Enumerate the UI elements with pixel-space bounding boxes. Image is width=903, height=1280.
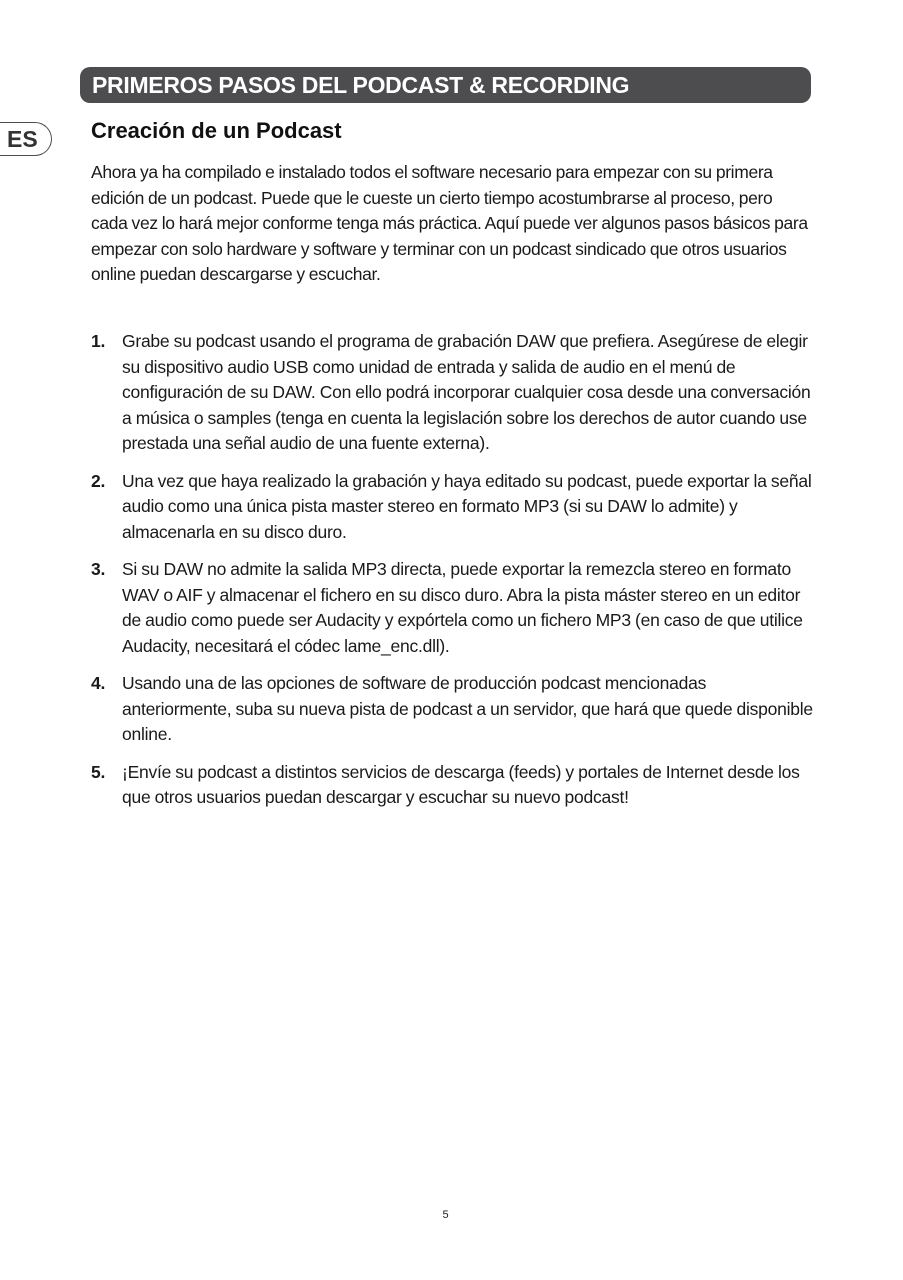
section-header-bar — [80, 67, 811, 103]
section-title: Creación de un Podcast — [91, 118, 342, 143]
step-item — [91, 557, 819, 659]
step-item — [91, 760, 819, 811]
language-tab — [0, 122, 52, 156]
step-text: Una vez que haya realizado la grabación y haya editado su podcast, puede exportar la señal audio como una única pista master stereo en formato MP3 (si su DAW lo admite) y almacenarla en su disco duro. — [122, 470, 812, 542]
step-number: 2. — [91, 470, 106, 491]
step-text: Si su DAW no admite la salida MP3 directa, puede exportar la remezcla stereo en formato WAV o AIF y almacenar el fichero en su disco duro. Abra la pista máster stereo en un editor de audio como puede ser Audacity y expórtela como un fichero MP3 (en caso de que utilice Audacity, necesitará el códec lame_enc.dll). — [122, 559, 803, 656]
language-tab-label: ES — [7, 125, 38, 152]
intro-paragraph: Ahora ya ha compilado e instalado todos el software necesario para empezar con su primera edición de un podcast. Puede que le cueste un cierto tiempo acostumbrarse al proceso, pero cada vez lo hará mejor conforme tenga más práctica. Aquí puede ver algunos pasos básicos para empezar con solo hardware y software y terminar con un podcast sindicado que otros usuarios online puedan descargarse y escuchar. — [91, 162, 808, 284]
step-item — [91, 671, 819, 748]
step-item — [91, 469, 819, 546]
header-title: PRIMEROS PASOS DEL PODCAST & RECORDING — [92, 71, 630, 98]
step-number: 4. — [91, 673, 106, 693]
steps-list — [91, 329, 819, 823]
step-number: 3. — [91, 559, 106, 579]
step-number: 5. — [91, 761, 106, 782]
step-number: 1. — [91, 331, 106, 351]
step-text: Grabe su podcast usando el programa de grabación DAW que prefiera. Asegúrese de elegir su dispositivo audio USB como unidad de entrada y salida de audio en el menú de configuración de su DAW. Con ello podrá incorporar cualquier cosa desde una conversación a música o samples (tenga en cuenta la legislación sobre los derechos de autor cuando use prestada una señal audio de una fuente externa). — [122, 331, 811, 453]
step-item — [91, 329, 819, 457]
page-number: 5 — [442, 1209, 449, 1221]
step-text: Usando una de las opciones de software de producción podcast mencionadas anteriormente, suba su nueva pista de podcast a un servidor, que hará que quede disponible online. — [122, 673, 813, 744]
step-text: ¡Envíe su podcast a distintos servicios de descarga (feeds) y portales de Internet desde los que otros usuarios puedan descargar y escuchar su nuevo podcast! — [122, 761, 800, 807]
